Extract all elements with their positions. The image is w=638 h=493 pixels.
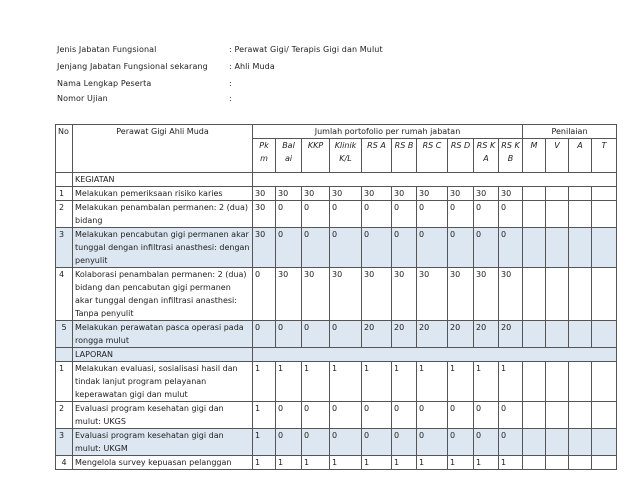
penilaian-cell[interactable] [592,187,617,201]
row-value: 30 [253,228,276,268]
penilaian-cell[interactable] [592,362,617,402]
subcol-header: RS K A [474,139,499,173]
header-label: Jenjang Jabatan Fungsional sekarang [57,62,208,71]
row-value: 0 [448,201,474,228]
row-value: 1 [417,456,448,470]
penilaian-cell[interactable] [569,429,592,456]
header-label: Nomor Ujian [57,94,108,103]
table-row [56,321,617,348]
penilaian-cell[interactable] [569,402,592,429]
row-value: 0 [253,268,276,321]
table-row [56,362,617,402]
row-value: 30 [253,187,276,201]
row-number: 3 [56,228,73,268]
subcol-header: RS C [417,139,448,173]
penilaian-cell[interactable] [569,268,592,321]
row-value: 0 [330,228,362,268]
section-kegiatan: KEGIATAN [73,173,253,187]
table-row [56,402,617,429]
row-value: 0 [362,201,392,228]
penilaian-cell[interactable] [546,187,569,201]
row-number: 4 [56,456,73,470]
row-value: 0 [362,402,392,429]
penilaian-cell[interactable] [546,228,569,268]
penilaian-cell[interactable] [592,321,617,348]
row-value: 30 [302,268,330,321]
portfolio-table [55,124,617,470]
row-value: 0 [330,402,362,429]
penilaian-cell[interactable] [523,362,546,402]
row-value: 0 [474,402,499,429]
penilaian-cell[interactable] [523,187,546,201]
row-number: 1 [56,362,73,402]
row-value: 0 [302,201,330,228]
row-value: 0 [276,402,302,429]
table-row [56,456,617,470]
row-value: 0 [417,429,448,456]
row-description: Melakukan penambalan permanen: 2 (dua) bidang [73,201,253,228]
row-description: Evaluasi program kesehatan gigi dan mulut: UKGM [73,429,253,456]
row-value: 1 [253,429,276,456]
penilaian-cell[interactable] [592,402,617,429]
row-description: Melakukan pemeriksaan risiko karies [73,187,253,201]
row-value: 1 [276,362,302,402]
row-value: 20 [499,321,523,348]
row-value: 0 [499,228,523,268]
row-value: 0 [499,429,523,456]
header-label: Jenis Jabatan Fungsional [57,45,157,54]
table-row [56,187,617,201]
row-value: 0 [499,201,523,228]
row-value: 30 [474,268,499,321]
row-value: 0 [417,201,448,228]
row-value: 1 [253,362,276,402]
row-value: 0 [302,228,330,268]
row-value: 1 [499,456,523,470]
row-value: 0 [448,429,474,456]
row-value: 0 [302,402,330,429]
penilaian-cell[interactable] [546,268,569,321]
col-header-penilaian: Penilaian [523,125,617,139]
row-value: 30 [499,268,523,321]
row-value: 1 [474,456,499,470]
penilaian-cell[interactable] [546,429,569,456]
row-value: 0 [392,201,417,228]
penilaian-cell[interactable] [523,456,546,470]
row-value: 1 [302,362,330,402]
row-number: 2 [56,201,73,228]
subcol-header: Bal ai [276,139,302,173]
penilaian-cell[interactable] [592,228,617,268]
row-value: 20 [392,321,417,348]
row-value: 30 [392,187,417,201]
penilaian-header: M [523,139,546,173]
col-header-portfolio: Jumlah portofolio per rumah jabatan [253,125,523,139]
penilaian-cell[interactable] [523,268,546,321]
penilaian-cell[interactable] [523,321,546,348]
row-number: 4 [56,268,73,321]
row-value: 0 [474,228,499,268]
row-value: 1 [276,456,302,470]
row-value: 30 [302,187,330,201]
row-description: Mengelola survey kepuasan pelanggan [73,456,253,470]
row-value: 1 [330,362,362,402]
row-value: 30 [362,268,392,321]
row-value: 0 [330,321,362,348]
row-value: 0 [276,321,302,348]
row-value: 0 [276,429,302,456]
penilaian-cell[interactable] [523,429,546,456]
row-value: 1 [253,456,276,470]
row-value: 20 [417,321,448,348]
row-value: 0 [362,228,392,268]
header-value: : Ahli Muda [229,62,275,71]
row-value: 0 [417,228,448,268]
row-value: 30 [276,187,302,201]
row-value: 30 [474,187,499,201]
row-value: 0 [392,429,417,456]
row-value: 0 [474,429,499,456]
row-value: 0 [392,402,417,429]
penilaian-cell[interactable] [546,321,569,348]
penilaian-cell[interactable] [569,228,592,268]
penilaian-cell[interactable] [546,362,569,402]
penilaian-cell[interactable] [569,201,592,228]
row-value: 0 [276,228,302,268]
row-description: Melakukan pencabutan gigi permanen akar tunggal dengan infiltrasi anasthesi: dengan penyulit [73,228,253,268]
subcol-header: RS A [362,139,392,173]
col-header-no: No [56,125,73,173]
penilaian-header: T [592,139,617,173]
row-value: 30 [330,268,362,321]
penilaian-cell[interactable] [592,456,617,470]
penilaian-header: V [546,139,569,173]
row-value: 0 [448,402,474,429]
row-value: 30 [330,187,362,201]
row-value: 1 [499,362,523,402]
section-laporan: LAPORAN [73,348,253,362]
row-value: 1 [474,362,499,402]
row-number: 3 [56,429,73,456]
header-label: Nama Lengkap Peserta [57,79,152,88]
row-value: 30 [362,187,392,201]
row-description: Melakukan perawatan pasca operasi pada rongga mulut [73,321,253,348]
row-description: Kolaborasi penambalan permanen: 2 (dua) bidang dan pencabutan gigi permanen akar tunggal dengan infiltrasi anasthesi: Tanpa penyulit [73,268,253,321]
row-value: 30 [253,201,276,228]
row-value: 20 [474,321,499,348]
row-value: 0 [362,429,392,456]
penilaian-cell[interactable] [546,456,569,470]
row-value: 0 [448,228,474,268]
subcol-header: KKP [302,139,330,173]
row-value: 0 [302,321,330,348]
table-row [56,201,617,228]
row-value: 1 [362,456,392,470]
row-description: Evaluasi program kesehatan gigi dan mulut: UKGS [73,402,253,429]
subcol-header: RS B [392,139,417,173]
penilaian-cell[interactable] [592,429,617,456]
penilaian-cell[interactable] [592,268,617,321]
penilaian-cell[interactable] [569,321,592,348]
row-value: 1 [392,362,417,402]
row-value: 30 [448,268,474,321]
row-value: 30 [276,268,302,321]
table-row [56,228,617,268]
table-row [56,268,617,321]
header-value: : [229,79,232,88]
row-number: 1 [56,187,73,201]
row-value: 0 [474,201,499,228]
row-value: 0 [499,402,523,429]
row-value: 30 [417,268,448,321]
penilaian-cell[interactable] [523,402,546,429]
row-number: 5 [56,321,73,348]
row-value: 0 [330,429,362,456]
row-value: 20 [362,321,392,348]
penilaian-cell[interactable] [523,201,546,228]
row-value: 30 [392,268,417,321]
col-header-title: Perawat Gigi Ahli Muda [73,125,253,173]
subcol-header: RS K B [499,139,523,173]
row-value: 0 [392,228,417,268]
row-value: 1 [362,362,392,402]
row-value: 30 [448,187,474,201]
penilaian-cell[interactable] [569,187,592,201]
row-value: 20 [448,321,474,348]
row-value: 1 [302,456,330,470]
penilaian-cell[interactable] [569,456,592,470]
row-value: 0 [253,321,276,348]
penilaian-cell[interactable] [592,201,617,228]
row-value: 1 [392,456,417,470]
row-value: 1 [448,362,474,402]
table-row [56,429,617,456]
subcol-header: Pk m [253,139,276,173]
row-number: 2 [56,402,73,429]
penilaian-cell[interactable] [546,201,569,228]
row-value: 0 [417,402,448,429]
row-value: 1 [253,402,276,429]
row-value: 0 [302,429,330,456]
row-value: 1 [417,362,448,402]
row-description: Melakukan evaluasi, sosialisasi hasil dan tindak lanjut program pelayanan keperawatan gigi dan mulut [73,362,253,402]
row-value: 1 [330,456,362,470]
header-value: : Perawat Gigi/ Terapis Gigi dan Mulut [229,45,383,54]
row-value: 30 [417,187,448,201]
header-value: : [229,94,232,103]
row-value: 0 [330,201,362,228]
penilaian-header: A [569,139,592,173]
penilaian-cell[interactable] [569,362,592,402]
subcol-header: Klinik K/L [330,139,362,173]
row-value: 0 [276,201,302,228]
subcol-header: RS D [448,139,474,173]
penilaian-cell[interactable] [523,228,546,268]
penilaian-cell[interactable] [546,402,569,429]
row-value: 1 [448,456,474,470]
row-value: 30 [499,187,523,201]
